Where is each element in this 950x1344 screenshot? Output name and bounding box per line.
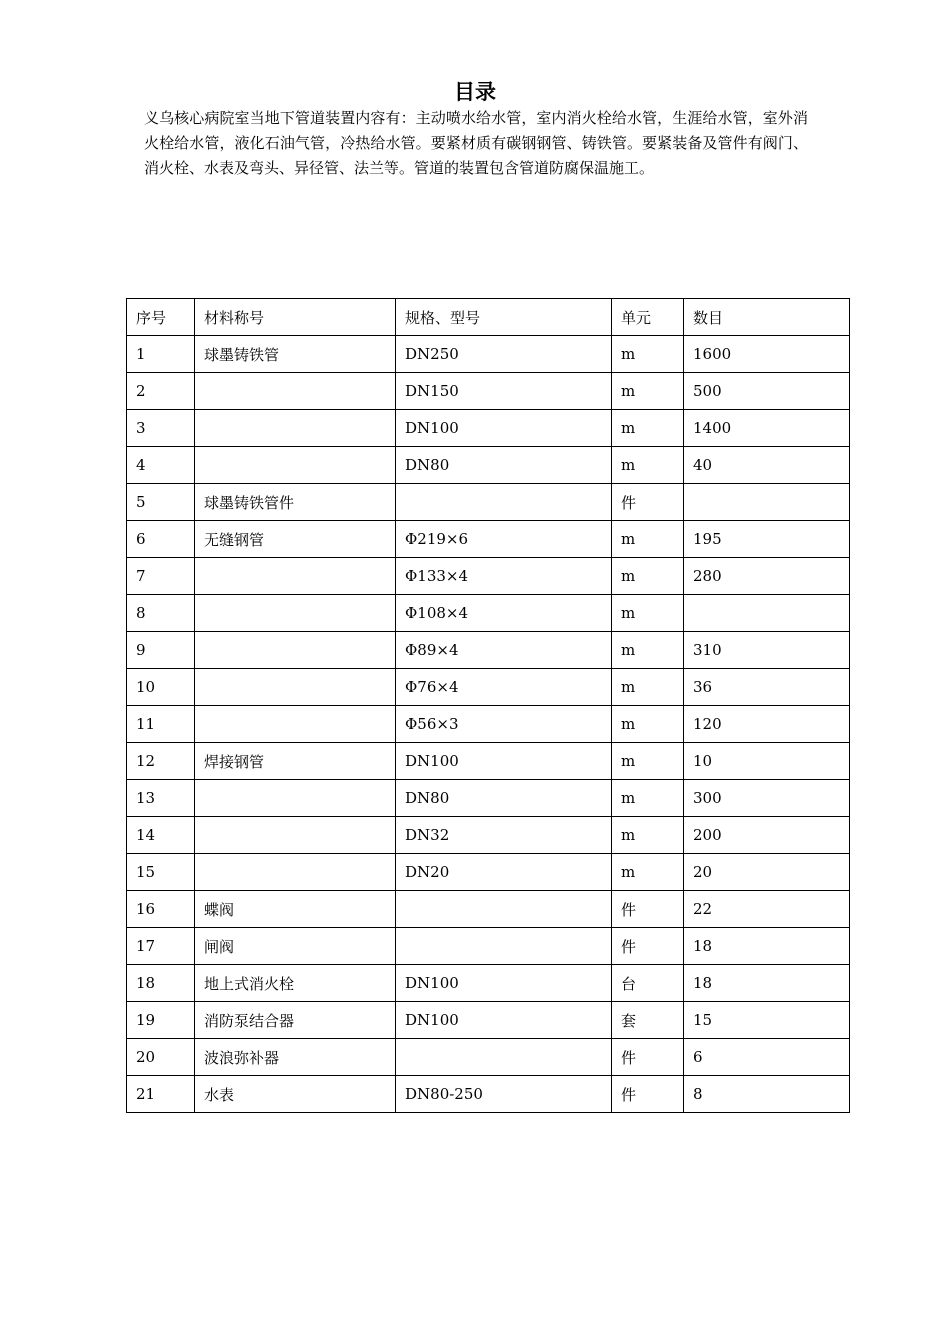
cell-unit: m — [612, 780, 684, 817]
cell-unit: 件 — [612, 484, 684, 521]
cell-material-name — [195, 595, 396, 632]
cell-unit: m — [612, 558, 684, 595]
cell-unit: m — [612, 817, 684, 854]
cell-quantity: 1600 — [684, 336, 850, 373]
cell-unit: 台 — [612, 965, 684, 1002]
table-row — [127, 743, 850, 780]
cell-specification: DN250 — [396, 336, 612, 373]
cell-specification: DN100 — [396, 965, 612, 1002]
table-row — [127, 854, 850, 891]
cell-quantity: 18 — [684, 928, 850, 965]
table-row — [127, 1039, 850, 1076]
header-material-name: 材料称号 — [195, 299, 396, 336]
cell-quantity: 280 — [684, 558, 850, 595]
cell-unit: 件 — [612, 928, 684, 965]
cell-material-name — [195, 669, 396, 706]
cell-material-name — [195, 854, 396, 891]
cell-serial-number: 8 — [127, 595, 195, 632]
cell-serial-number: 20 — [127, 1039, 195, 1076]
cell-material-name — [195, 632, 396, 669]
cell-serial-number: 2 — [127, 373, 195, 410]
cell-serial-number: 4 — [127, 447, 195, 484]
cell-unit: m — [612, 410, 684, 447]
cell-serial-number: 15 — [127, 854, 195, 891]
cell-specification — [396, 484, 612, 521]
cell-material-name — [195, 817, 396, 854]
cell-unit: m — [612, 632, 684, 669]
cell-quantity: 20 — [684, 854, 850, 891]
cell-quantity: 300 — [684, 780, 850, 817]
cell-quantity: 200 — [684, 817, 850, 854]
table-row — [127, 669, 850, 706]
cell-unit: 件 — [612, 1039, 684, 1076]
cell-serial-number: 18 — [127, 965, 195, 1002]
table-row — [127, 891, 850, 928]
header-serial-number: 序号 — [127, 299, 195, 336]
cell-specification: Φ89×4 — [396, 632, 612, 669]
header-specification: 规格、型号 — [396, 299, 612, 336]
cell-specification — [396, 891, 612, 928]
cell-specification: Φ56×3 — [396, 706, 612, 743]
cell-serial-number: 10 — [127, 669, 195, 706]
cell-specification: DN20 — [396, 854, 612, 891]
cell-material-name — [195, 373, 396, 410]
table-row — [127, 484, 850, 521]
cell-quantity: 36 — [684, 669, 850, 706]
table-row — [127, 373, 850, 410]
cell-material-name: 球墨铸铁管 — [195, 336, 396, 373]
cell-quantity: 6 — [684, 1039, 850, 1076]
cell-quantity: 500 — [684, 373, 850, 410]
cell-serial-number: 16 — [127, 891, 195, 928]
cell-material-name: 蝶阀 — [195, 891, 396, 928]
cell-unit: 套 — [612, 1002, 684, 1039]
cell-specification: DN100 — [396, 743, 612, 780]
cell-unit: 件 — [612, 891, 684, 928]
cell-material-name: 闸阀 — [195, 928, 396, 965]
cell-unit: m — [612, 373, 684, 410]
cell-serial-number: 21 — [127, 1076, 195, 1113]
cell-quantity: 10 — [684, 743, 850, 780]
cell-quantity: 195 — [684, 521, 850, 558]
cell-specification: DN100 — [396, 1002, 612, 1039]
cell-specification: DN80-250 — [396, 1076, 612, 1113]
cell-specification: Φ133×4 — [396, 558, 612, 595]
table-header — [127, 299, 850, 336]
cell-specification — [396, 1039, 612, 1076]
cell-material-name: 无缝钢管 — [195, 521, 396, 558]
cell-serial-number: 5 — [127, 484, 195, 521]
cell-specification: Φ219×6 — [396, 521, 612, 558]
cell-serial-number: 1 — [127, 336, 195, 373]
header-row — [127, 299, 850, 336]
cell-serial-number: 19 — [127, 1002, 195, 1039]
cell-quantity: 40 — [684, 447, 850, 484]
cell-quantity: 120 — [684, 706, 850, 743]
cell-material-name: 水表 — [195, 1076, 396, 1113]
materials-table — [126, 298, 850, 1113]
cell-quantity: 22 — [684, 891, 850, 928]
cell-unit: m — [612, 447, 684, 484]
cell-serial-number: 7 — [127, 558, 195, 595]
cell-specification: DN100 — [396, 410, 612, 447]
table-row — [127, 965, 850, 1002]
table-row — [127, 780, 850, 817]
cell-unit: m — [612, 595, 684, 632]
cell-material-name: 焊接钢管 — [195, 743, 396, 780]
cell-quantity: 15 — [684, 1002, 850, 1039]
cell-quantity: 310 — [684, 632, 850, 669]
table-body — [127, 336, 850, 1113]
cell-quantity: 1400 — [684, 410, 850, 447]
table-row — [127, 928, 850, 965]
cell-serial-number: 13 — [127, 780, 195, 817]
cell-quantity — [684, 484, 850, 521]
cell-unit: m — [612, 521, 684, 558]
cell-serial-number: 11 — [127, 706, 195, 743]
cell-serial-number: 17 — [127, 928, 195, 965]
cell-material-name: 消防泵结合器 — [195, 1002, 396, 1039]
table-row — [127, 336, 850, 373]
table-row — [127, 632, 850, 669]
cell-specification: DN80 — [396, 447, 612, 484]
cell-serial-number: 14 — [127, 817, 195, 854]
table-row — [127, 706, 850, 743]
cell-serial-number: 3 — [127, 410, 195, 447]
cell-serial-number: 6 — [127, 521, 195, 558]
cell-serial-number: 9 — [127, 632, 195, 669]
table-row — [127, 1002, 850, 1039]
table-row — [127, 558, 850, 595]
cell-material-name — [195, 706, 396, 743]
cell-unit: m — [612, 706, 684, 743]
table-row — [127, 447, 850, 484]
cell-material-name: 球墨铸铁管件 — [195, 484, 396, 521]
cell-material-name: 波浪弥补器 — [195, 1039, 396, 1076]
cell-material-name — [195, 558, 396, 595]
cell-serial-number: 12 — [127, 743, 195, 780]
cell-specification: DN80 — [396, 780, 612, 817]
cell-material-name: 地上式消火栓 — [195, 965, 396, 1002]
table-row — [127, 817, 850, 854]
page-title: 目录 — [454, 80, 496, 104]
cell-specification: Φ76×4 — [396, 669, 612, 706]
cell-quantity: 18 — [684, 965, 850, 1002]
intro-paragraph: 义乌核心病院室当地下管道装置内容有：主动喷水给水管，室内消火栓给水管，生涯给水管，室外消火栓给水管，液化石油气管，冷热给水管。要紧材质有碳钢钢管、铸铁管。要紧装备及管件有阀门、消火栓、水表及弯头、异径管、法兰等。管道的装置包含管道防腐保温施工。 — [144, 109, 808, 177]
cell-material-name — [195, 780, 396, 817]
cell-quantity: 8 — [684, 1076, 850, 1113]
cell-specification: DN150 — [396, 373, 612, 410]
table-row — [127, 595, 850, 632]
cell-unit: m — [612, 743, 684, 780]
cell-unit: 件 — [612, 1076, 684, 1113]
cell-material-name — [195, 410, 396, 447]
table-row — [127, 410, 850, 447]
table-row — [127, 521, 850, 558]
cell-unit: m — [612, 669, 684, 706]
cell-unit: m — [612, 336, 684, 373]
cell-specification: Φ108×4 — [396, 595, 612, 632]
table-row — [127, 1076, 850, 1113]
cell-specification: DN32 — [396, 817, 612, 854]
cell-unit: m — [612, 854, 684, 891]
cell-material-name — [195, 447, 396, 484]
header-quantity: 数目 — [684, 299, 850, 336]
cell-specification — [396, 928, 612, 965]
header-unit: 单元 — [612, 299, 684, 336]
cell-quantity — [684, 595, 850, 632]
